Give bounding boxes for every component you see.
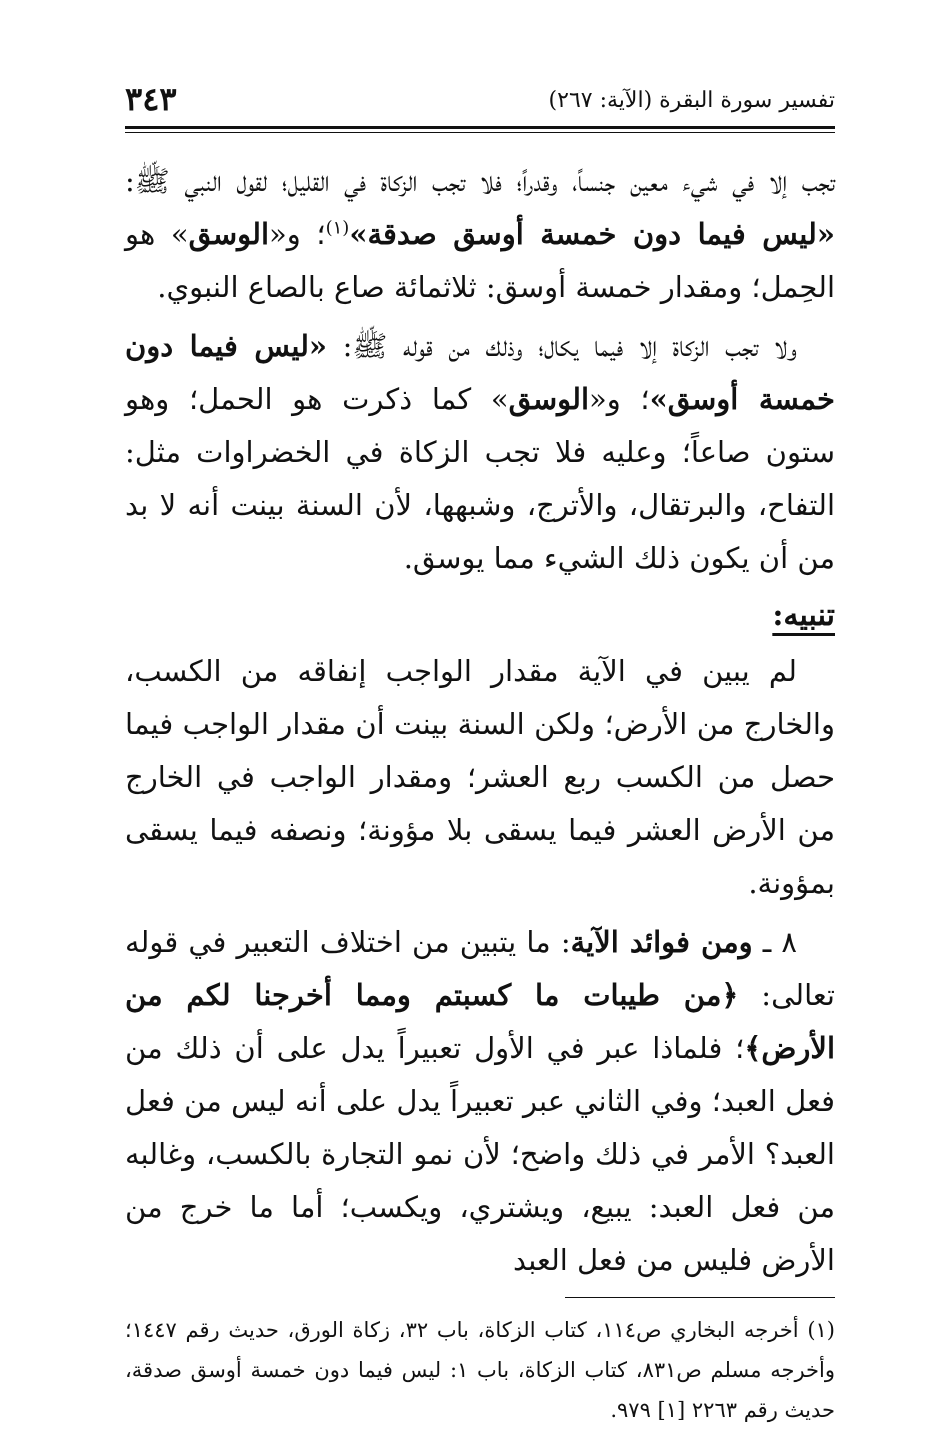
footnote-ref: (١): [325, 217, 350, 239]
running-title: تفسير سورة البقرة (الآية: ٢٦٧): [548, 88, 835, 113]
paragraph-2-text-c: » كما ذكرت هو الحمل؛ وهو ستون صاعاً؛ وعليه فلا تجب الزكاة في الخضراوات مثل: التفاح، والبرتقال، والأترج، وشبهها، لأن السنة بينت أنه لا بد من أن يكون ذلك الشيء مما يوسق.: [125, 382, 835, 575]
benefit-heading: ومن فوائد الآية: [570, 925, 753, 959]
hadith-quote-2: «ليس فيما دون خمسة أوسق»: [125, 329, 835, 416]
quran-quote: ﴿من طيبات ما كسبتم ومما أخرجنا لكم من الأرض﴾: [125, 978, 835, 1065]
paragraph-1-text-a: تجب إلا في شيء معين جنساً، وقدراً؛ فلا تجب الزكاة في القليل؛ لقول النبي ﷺ:: [125, 164, 835, 198]
header-rule-thick: [125, 126, 835, 129]
hadith-quote-1: «ليس فيما دون خمسة أوسق صدقة»: [349, 217, 835, 251]
book-page: [125, 78, 835, 1430]
term-wasq-2: الوسق: [508, 382, 590, 416]
paragraph-2: [125, 320, 835, 585]
paragraph-4: [125, 916, 835, 1287]
paragraph-4-text-a: : ما يتبين من اختلاف التعبير في قوله تعالى:: [125, 925, 835, 1012]
page-number: ٣٤٣: [125, 80, 177, 118]
footnote-separator: [565, 1297, 835, 1298]
paragraph-2-text-a: ولا تجب الزكاة إلا فيما يكال؛ وذلك من قوله ﷺ:: [327, 329, 797, 363]
footnote-1: (١) أخرجه البخاري ص١١٤، كتاب الزكاة، باب ٣٢، زكاة الورق، حديث رقم ١٤٤٧؛ وأخرجه مسلم ص٨٣١، كتاب الزكاة، باب ١: ليس فيما دون خمسة أوسق صدقة، حديث رقم ٢٢٦٣ [١] ٩٧٩.: [125, 1318, 835, 1422]
paragraph-1-text-b: ؛ و«: [269, 217, 326, 251]
term-wasq-1: الوسق: [188, 217, 269, 251]
paragraph-1-text-c: » هو الحِمل؛ ومقدار خمسة أوسق: ثلاثمائة صاع بالصاع النبوي.: [125, 217, 835, 304]
item-number: ٨ ـ: [752, 925, 797, 959]
paragraph-3: لم يبين في الآية مقدار الواجب إنفاقه من الكسب، والخارج من الأرض؛ ولكن السنة بينت أن مقدار الواجب فيما حصل من الكسب ربع العشر؛ ومقدار الواجب في الخارج من الأرض العشر فيما يسقى بلا مؤونة؛ ونصفه فيما يسقى بمؤونة.: [125, 654, 835, 900]
page-header: [125, 78, 835, 124]
main-text: [125, 155, 835, 1287]
paragraph-4-text-b: ؛ فلماذا عبر في الأول تعبيراً يدل على أن ذلك من فعل العبد؛ وفي الثاني عبر تعبيراً يدل على أنه ليس من فعل العبد؟ الأمر في ذلك واضح؛ لأن نمو التجارة بالكسب، وغالبه من فعل العبد: يبيع، ويشتري، ويكسب؛ أما ما خرج من الأرض فليس من فعل العبد: [125, 1031, 835, 1277]
footnotes: [125, 1310, 835, 1430]
paragraph-2-text-b: ؛ و«: [589, 382, 650, 416]
header-rule-thin: [125, 132, 835, 133]
section-heading: تنبيه:: [772, 598, 835, 633]
paragraph-1: [125, 155, 835, 314]
